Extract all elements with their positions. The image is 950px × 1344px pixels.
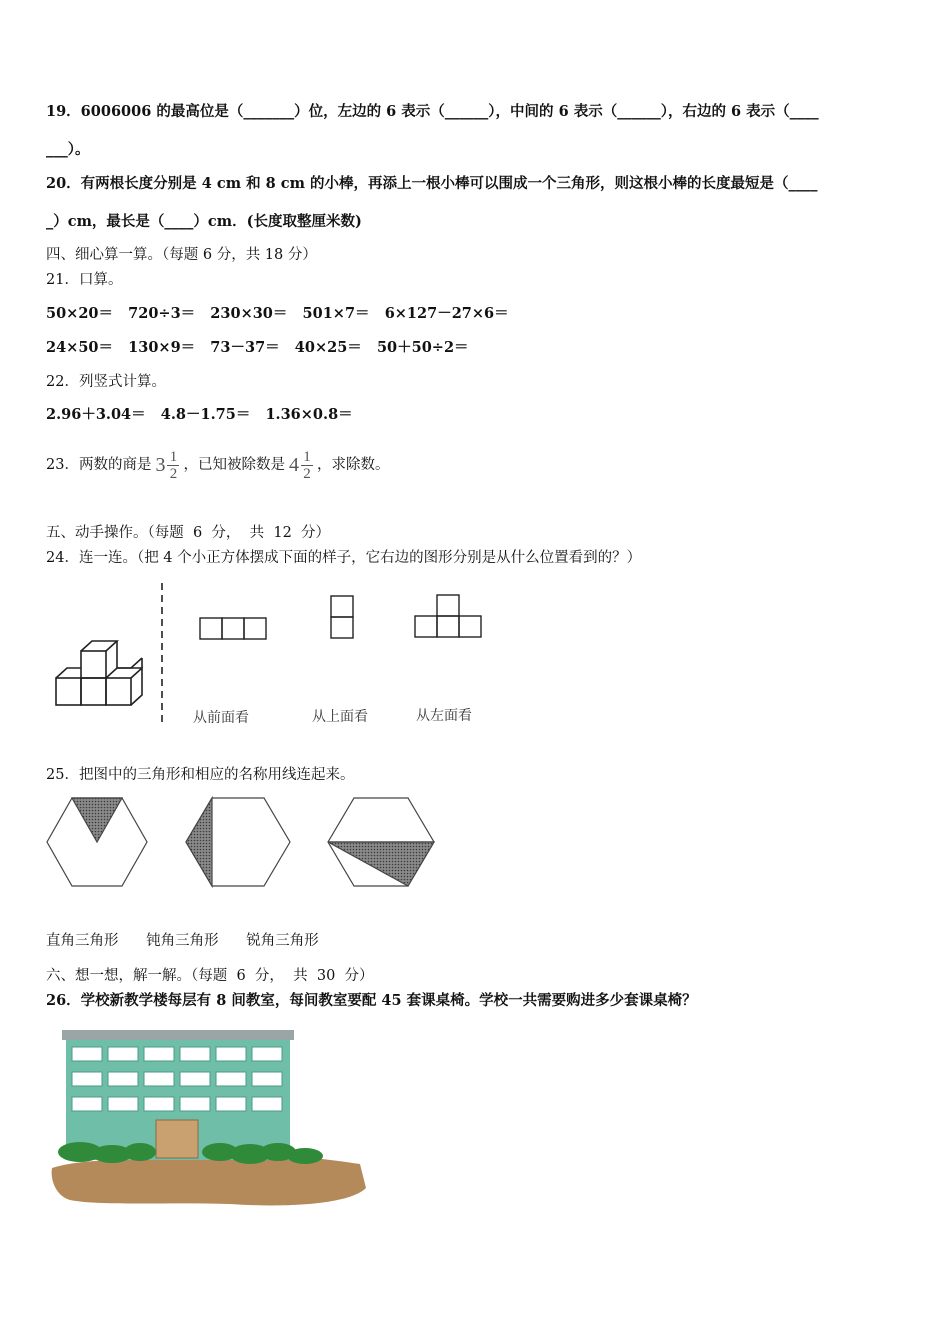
- q20-line2: _）cm，最长是（____）cm．(长度取整厘米数): [46, 213, 362, 230]
- q23-part2: ，已知被除数是: [183, 457, 285, 473]
- q21-row2: 24×50＝ 130×9＝ 73－37＝ 40×25＝ 50＋50÷2＝: [46, 339, 469, 356]
- q23-part3: ，求除数。: [316, 457, 390, 473]
- q25-title: 25．把图中的三角形和相应的名称用线连起来。: [46, 767, 355, 783]
- q22-title: 22．列竖式计算。: [46, 374, 166, 390]
- hexagon-2: [186, 798, 290, 886]
- hexagon-1: [47, 798, 147, 886]
- q25-triangle-names: 直角三角形 钝角三角形 锐角三角形: [46, 933, 319, 949]
- cube-stack-drawing: [56, 641, 142, 705]
- mixed-fraction-quotient: 3 1 2: [155, 445, 179, 485]
- q23-line: [46, 445, 389, 485]
- q19-line2: ___）。: [46, 141, 90, 158]
- q21-row1: 50×20＝ 720÷3＝ 230×30＝ 501×7＝ 6×127－27×6＝: [46, 305, 509, 322]
- mixed-fraction-dividend: 4 1 2: [289, 445, 313, 485]
- q26-title: 26．学校新教学楼每层有 8 间教室，每间教室要配 45 套课桌椅。学校一共需要购进多少套课桌椅？: [46, 992, 697, 1009]
- left-view-shape: [415, 595, 481, 637]
- caption-front-view: 从前面看: [193, 710, 249, 726]
- ground: [52, 1155, 366, 1206]
- roof: [62, 1030, 294, 1040]
- top-view-shape: [331, 596, 353, 638]
- q24-title: 24．连一连。（把 4 个小正方体摆成下面的样子，它右边的图形分别是从什么位置看到的？）: [46, 550, 642, 566]
- q20-line1: 20．有两根长度分别是 4 cm 和 8 cm 的小棒，再添上一根小棒可以围成一个三角形，则这根小棒的长度最短是（____: [46, 175, 818, 192]
- section-6-heading: 六、想一想，解一解。（每题 6 分， 共 30 分）: [46, 968, 374, 984]
- q19-line1: 19．6006006 的最高位是（_______）位，左边的 6 表示（______），中间的 6 表示（______），右边的 6 表示（____: [46, 103, 819, 120]
- school-building-image: [50, 1028, 370, 1212]
- hexagon-3: [328, 798, 434, 886]
- section-5-heading: 五、动手操作。（每题 6 分， 共 12 分）: [46, 525, 331, 541]
- q23-part1: 23．两数的商是: [46, 457, 152, 473]
- q22-row: 2.96＋3.04＝ 4.8－1.75＝ 1.36×0.8＝: [46, 406, 353, 423]
- entrance-door: [156, 1120, 198, 1158]
- caption-top-view: 从上面看: [312, 709, 368, 725]
- caption-left-view: 从左面看: [416, 708, 472, 724]
- front-view-shape: [200, 618, 266, 639]
- q21-title: 21．口算。: [46, 272, 123, 288]
- hexagon-triangles-figure: [46, 794, 446, 890]
- section-4-heading: 四、细心算一算。（每题 6 分，共 18 分）: [46, 247, 317, 263]
